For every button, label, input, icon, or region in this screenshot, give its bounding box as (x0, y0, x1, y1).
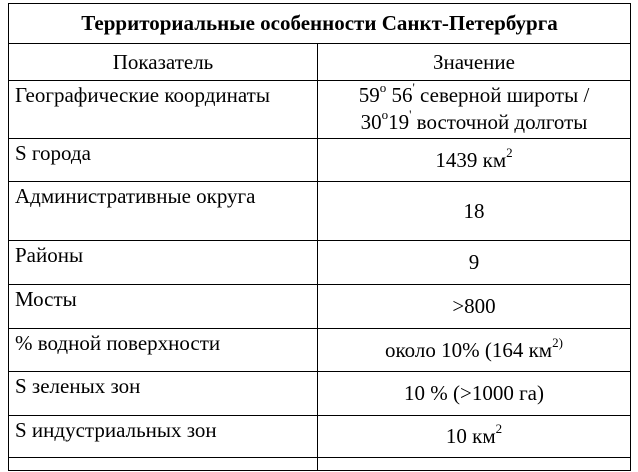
row-value-bridges: >800 (318, 285, 631, 329)
row-label-water-surface: % водной поверхности (9, 329, 318, 372)
column-header-value: Значение (318, 44, 631, 81)
table-row (9, 285, 631, 329)
column-header-indicator: Показатель (9, 44, 318, 81)
table-header-row (9, 44, 631, 81)
coord-lat-degree-sign: о (379, 80, 387, 95)
coord-lat-minute-sign: ' (412, 80, 415, 95)
row-value-water-surface (318, 329, 631, 372)
row-label-bridges: Мосты (9, 285, 318, 329)
coord-lon-degree-sign: о (381, 107, 389, 122)
city-area-unit-sup: 2 (506, 144, 513, 160)
water-surface-value: около 10% (164 км (385, 337, 553, 362)
water-surface-unit-sup: 2) (552, 334, 563, 350)
empty-cell (318, 458, 631, 471)
row-value-green-zones: 10 % (>1000 га) (318, 372, 631, 416)
row-label-green-zones: S зеленых зон (9, 372, 318, 416)
table-title: Территориальные особенности Санкт-Петербурга (9, 4, 631, 44)
row-label-city-area: S города (9, 139, 318, 182)
table-row (9, 182, 631, 241)
table-row (9, 416, 631, 458)
row-label-admin-districts: Административные округа (9, 182, 318, 241)
row-value-industrial-zones (318, 416, 631, 458)
row-label-industrial-zones: S индустриальных зон (9, 416, 318, 458)
empty-cell (9, 458, 318, 471)
coord-lon-minutes: 19 (388, 110, 410, 134)
territorial-features-table (8, 3, 631, 471)
industrial-zones-unit-sup: 2 (495, 421, 503, 436)
coord-lon-text: восточной долготы (411, 110, 588, 134)
table-row (9, 139, 631, 182)
coord-lat-minutes: 56 (386, 83, 413, 107)
city-area-value: 1439 км (435, 147, 507, 172)
coord-lon-minute-sign: ' (409, 107, 412, 122)
row-value-admin-districts: 18 (318, 182, 631, 241)
coord-lat-degrees: 59 (358, 83, 380, 107)
row-label-districts: Районы (9, 241, 318, 285)
table-row (9, 372, 631, 416)
table-row (9, 241, 631, 285)
table-row (9, 329, 631, 372)
table-row (9, 81, 631, 139)
coord-lat-text: северной широты / (414, 83, 590, 107)
row-value-city-area (318, 139, 631, 182)
row-value-districts: 9 (318, 241, 631, 285)
table-row-empty (9, 458, 631, 471)
row-label-coordinates: Географические координаты (9, 81, 318, 139)
coord-lon-degrees: 30 (360, 110, 382, 134)
table-title-row (9, 4, 631, 44)
industrial-zones-value: 10 км (445, 424, 496, 448)
row-value-coordinates (318, 81, 631, 139)
